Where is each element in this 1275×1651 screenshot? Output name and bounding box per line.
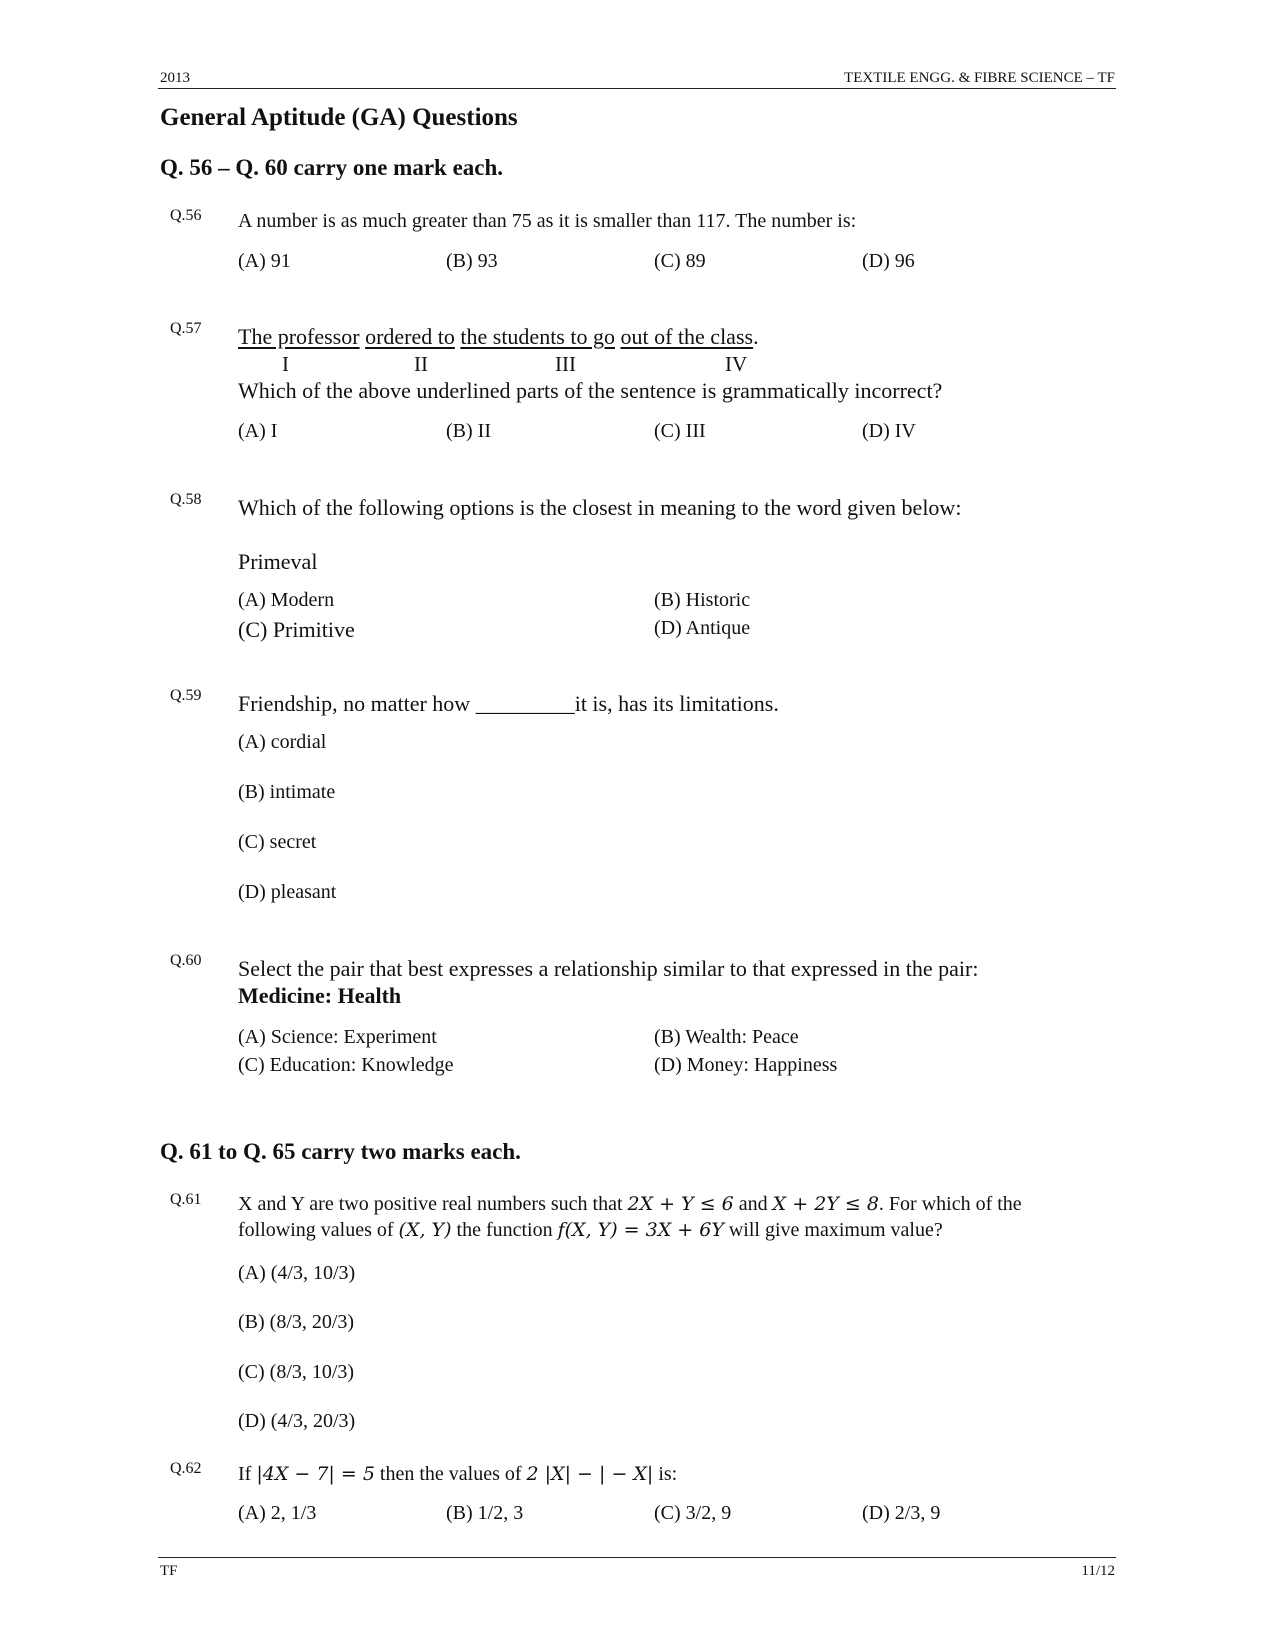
q58-option-b: (B) Historic xyxy=(654,589,751,611)
q61-function: f(X, Y) = 3X + 6Y xyxy=(557,1219,724,1241)
q62-expression: 2 |X| − | − X| xyxy=(526,1463,654,1485)
q61-line1-b: and xyxy=(733,1193,773,1215)
q57-option-a: (A) I xyxy=(238,420,278,442)
q62-text-b: then the values of xyxy=(374,1463,527,1485)
q56-option-a: (A) 91 xyxy=(238,250,291,272)
q62-option-d: (D) 2/3, 9 xyxy=(862,1502,941,1524)
q56-option-d: (D) 96 xyxy=(862,250,915,272)
q61-line1-a: X and Y are two positive real numbers such that xyxy=(238,1193,628,1215)
q60-option-d: (D) Money: Happiness xyxy=(654,1054,838,1076)
q62-text xyxy=(238,1463,677,1486)
section-title: General Aptitude (GA) Questions xyxy=(160,104,518,131)
q61-number: Q.61 xyxy=(170,1191,202,1208)
group1-title: Q. 56 – Q. 60 carry one mark each. xyxy=(160,155,504,180)
q57-sentence xyxy=(238,324,759,350)
q57-part-3: the students to go xyxy=(460,324,615,349)
q59-blank: _________ xyxy=(475,691,575,716)
q57-option-d: (D) IV xyxy=(862,420,916,442)
q60-pair: Medicine: Health xyxy=(238,983,402,1008)
footer-page-number: 11/12 xyxy=(1081,1563,1115,1579)
q59-number: Q.59 xyxy=(170,687,202,704)
q56-option-b: (B) 93 xyxy=(446,250,498,272)
q60-option-a: (A) Science: Experiment xyxy=(238,1026,437,1048)
q62-text-c: is: xyxy=(653,1463,678,1485)
q58-option-c: (C) Primitive xyxy=(238,617,355,642)
header-year: 2013 xyxy=(160,70,190,86)
q59-option-d: (D) pleasant xyxy=(238,881,337,903)
q61-option-d: (D) (4/3, 20/3) xyxy=(238,1410,356,1432)
q60-text: Select the pair that best expresses a relationship similar to that expressed in the pair: xyxy=(238,956,979,981)
q59-option-a: (A) cordial xyxy=(238,731,327,753)
q57-option-b: (B) II xyxy=(446,420,491,442)
q61-line2-b: the function xyxy=(451,1219,558,1241)
q57-part-2: ordered to xyxy=(365,324,455,349)
q57-text: Which of the above underlined parts of the sentence is grammatically incorrect? xyxy=(238,378,943,403)
q56-number: Q.56 xyxy=(170,207,202,224)
q60-number: Q.60 xyxy=(170,952,202,969)
q61-line2-a: following values of xyxy=(238,1219,399,1241)
q61-pair-xy: (X, Y) xyxy=(398,1219,452,1241)
q57-label-2: II xyxy=(414,352,428,376)
q58-text: Which of the following options is the closest in meaning to the word given below: xyxy=(238,495,962,520)
q61-inequality-2: X + 2Y ≤ 8 xyxy=(772,1193,879,1215)
q61-inequality-1: 2X + Y ≤ 6 xyxy=(627,1193,734,1215)
q58-option-a: (A) Modern xyxy=(238,589,335,611)
q59-option-c: (C) secret xyxy=(238,831,317,853)
footer-rule xyxy=(158,1557,1116,1558)
q57-label-1: I xyxy=(282,352,289,376)
q57-number: Q.57 xyxy=(170,320,202,337)
q57-option-c: (C) III xyxy=(654,420,706,442)
q60-option-b: (B) Wealth: Peace xyxy=(654,1026,799,1048)
q60-option-c: (C) Education: Knowledge xyxy=(238,1054,454,1076)
group2-title: Q. 61 to Q. 65 carry two marks each. xyxy=(160,1139,521,1164)
q61-option-a: (A) (4/3, 10/3) xyxy=(238,1262,356,1284)
q62-number: Q.62 xyxy=(170,1460,202,1477)
q56-option-c: (C) 89 xyxy=(654,250,706,272)
q62-option-c: (C) 3/2, 9 xyxy=(654,1502,732,1524)
q59-text xyxy=(238,691,779,717)
footer-code: TF xyxy=(160,1563,178,1579)
header-subject: TEXTILE ENGG. & FIBRE SCIENCE – TF xyxy=(844,70,1115,86)
q62-equation: |4X − 7| = 5 xyxy=(256,1463,375,1485)
q58-number: Q.58 xyxy=(170,491,202,508)
q59-text-b: it is, has its limitations. xyxy=(574,691,779,716)
q61-line2-c: will give maximum value? xyxy=(723,1219,943,1241)
q61-option-c: (C) (8/3, 10/3) xyxy=(238,1361,355,1383)
q61-line-2 xyxy=(238,1219,943,1242)
q61-line-1 xyxy=(238,1193,1022,1216)
q57-part-4: out of the class xyxy=(620,324,754,349)
q57-sentence-end: . xyxy=(753,324,759,349)
q62-option-a: (A) 2, 1/3 xyxy=(238,1502,317,1524)
q62-text-a: If xyxy=(238,1463,257,1485)
q58-word: Primeval xyxy=(238,549,318,574)
q59-option-b: (B) intimate xyxy=(238,781,336,803)
q56-text: A number is as much greater than 75 as it is smaller than 117. The number is: xyxy=(238,210,857,232)
q57-label-4: IV xyxy=(725,352,748,376)
q58-option-d: (D) Antique xyxy=(654,617,751,639)
q59-text-a: Friendship, no matter how xyxy=(238,691,476,716)
q57-label-3: III xyxy=(555,352,576,376)
q61-line1-c: . For which of the xyxy=(878,1193,1022,1215)
q57-part-1: The professor xyxy=(238,324,360,349)
q62-option-b: (B) 1/2, 3 xyxy=(446,1502,524,1524)
q61-option-b: (B) (8/3, 20/3) xyxy=(238,1311,355,1333)
header-rule xyxy=(158,88,1116,89)
